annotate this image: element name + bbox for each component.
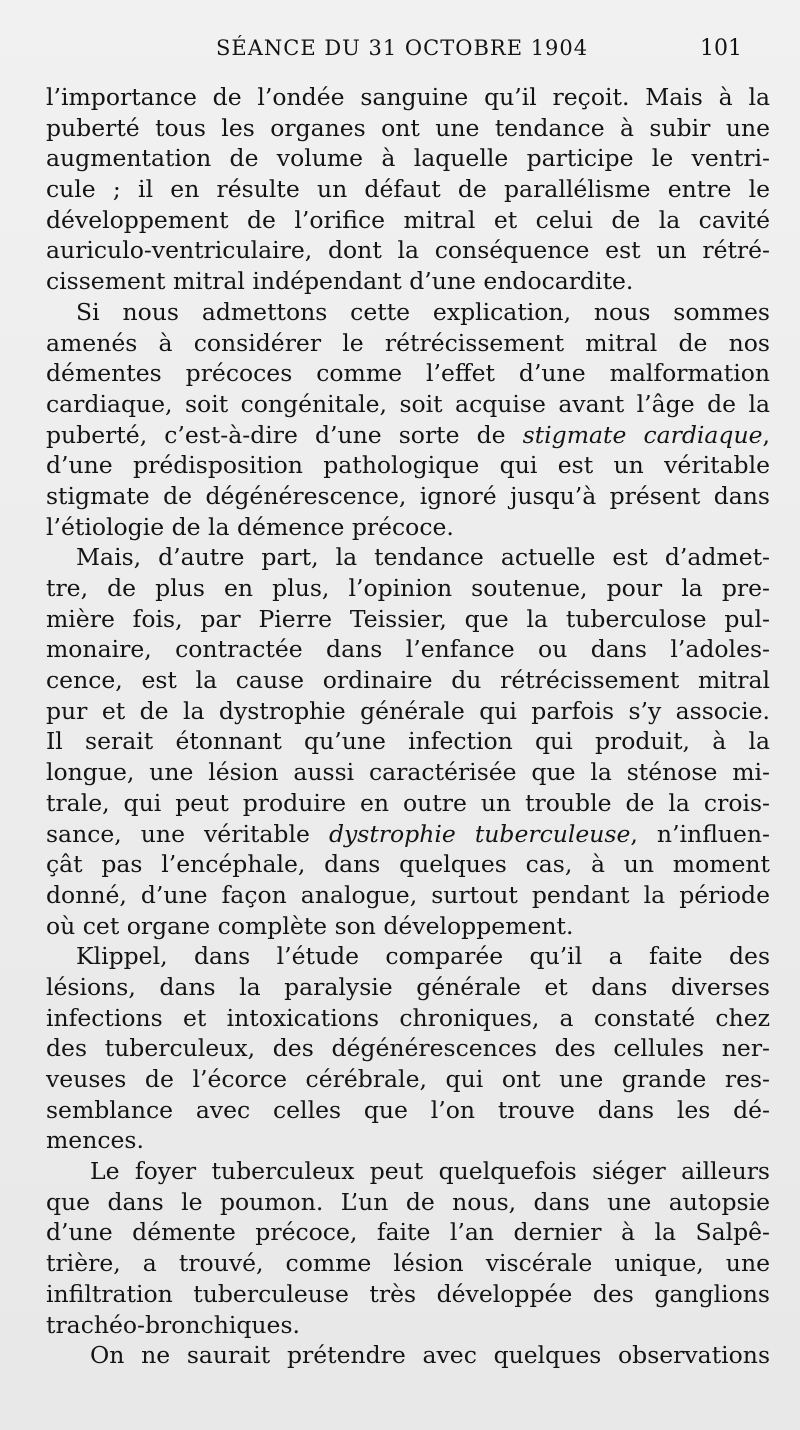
text-line: où cet organe complète son développement. xyxy=(46,911,574,940)
text-line: stigmate de dégénérescence, ignoré jusqu’à présent dans xyxy=(46,481,770,510)
text-line: monaire, contractée dans l’enfance ou dans l’adoles- xyxy=(46,635,770,664)
text-line: auriculo-ventriculaire, dont la conséquence est un rétré- xyxy=(46,236,770,265)
page-header xyxy=(0,36,800,70)
text-line: On ne saurait prétendre avec quelques observations xyxy=(90,1341,770,1370)
text-line: amenés à considérer le rétrécissement mitral de nos xyxy=(46,328,770,357)
text-line: donné, d’une façon analogue, surtout pendant la période xyxy=(46,880,770,909)
text-line: mière fois, par Pierre Teissier, que la tuberculose pul- xyxy=(46,604,770,633)
text-line: cissement mitral indépendant d’une endocardite. xyxy=(46,267,634,296)
text-line: trachéo-bronchiques. xyxy=(46,1310,300,1339)
text-line: semblance avec celles que l’on trouve dans les dé- xyxy=(46,1095,770,1124)
text-line: Mais, d’autre part, la tendance actuelle est d’admet- xyxy=(76,543,770,572)
text-line: Il serait étonnant qu’une infection qui produit, à la xyxy=(46,727,770,756)
text-line: augmentation de volume à laquelle participe le ventri- xyxy=(46,144,770,173)
italic-phrase-stigmate-cardiaque: stigmate cardiaque xyxy=(522,420,763,449)
text-line: lésions, dans la paralysie générale et dans diverses xyxy=(46,972,770,1001)
text-line: que dans le poumon. L’un de nous, dans une autopsie xyxy=(46,1187,770,1216)
text-line: çât pas l’encéphale, dans quelques cas, à un moment xyxy=(46,850,770,879)
text-line: Si nous admettons cette explication, nous sommes xyxy=(76,297,770,326)
text-line: cence, est la cause ordinaire du rétrécissement mitral xyxy=(46,666,770,695)
text-line: Klippel, dans l’étude comparée qu’il a faite des xyxy=(76,942,770,971)
text-segment: , xyxy=(762,420,770,449)
text-line: tre, de plus en plus, l’opinion soutenue, pour la pre- xyxy=(46,574,770,602)
running-head: SÉANCE DU 31 OCTOBRE 1904 xyxy=(216,36,589,60)
text-line: infections et intoxications chroniques, a constaté chez xyxy=(46,1003,770,1032)
text-line: veuses de l’écorce cérébrale, qui ont une grande res- xyxy=(46,1065,770,1093)
text-line: cardiaque, soit congénitale, soit acquise avant l’âge de la xyxy=(46,389,770,418)
text-segment: sance, une véritable xyxy=(46,819,329,848)
text-line: l’étiologie de la démence précoce. xyxy=(46,512,454,541)
italic-phrase-dystrophie-tuberculeuse: dystrophie tuberculeuse xyxy=(328,819,631,848)
text-line: l’importance de l’ondée sanguine qu’il reçoit. Mais à la xyxy=(46,83,770,111)
text-line: pur et de la dystrophie générale qui parfois s’y associe. xyxy=(46,696,770,725)
text-line: infiltration tuberculeuse très développée des ganglions xyxy=(46,1279,770,1308)
body-text xyxy=(46,82,770,1371)
text-line: trale, qui peut produire en outre un trouble de la crois- xyxy=(46,788,770,817)
text-line: mences. xyxy=(46,1126,144,1155)
text-line: développement de l’orifice mitral et celui de la cavité xyxy=(46,205,770,234)
text-line-with-italic xyxy=(46,819,770,850)
text-line: trière, a trouvé, comme lésion viscérale unique, une xyxy=(46,1249,770,1278)
text-line: des tuberculeux, des dégénérescences des cellules ner- xyxy=(46,1034,770,1063)
text-line: puberté tous les organes ont une tendance à subir une xyxy=(46,113,770,142)
text-line: cule ; il en résulte un défaut de parallélisme entre le xyxy=(46,175,770,204)
text-line-with-italic xyxy=(46,420,770,451)
page-number: 101 xyxy=(700,36,742,61)
text-line: d’une démente précoce, faite l’an dernier à la Salpê- xyxy=(46,1218,770,1247)
text-line: longue, une lésion aussi caractérisée que la sténose mi- xyxy=(46,758,770,787)
text-segment: puberté, c’est-à-dire d’une sorte de xyxy=(46,420,523,449)
text-line: démentes précoces comme l’effet d’une malformation xyxy=(46,359,770,388)
text-line: d’une prédisposition pathologique qui est un véritable xyxy=(46,451,770,480)
text-line: Le foyer tuberculeux peut quelquefois siéger ailleurs xyxy=(90,1157,770,1186)
text-segment: , n’influen- xyxy=(630,819,770,848)
